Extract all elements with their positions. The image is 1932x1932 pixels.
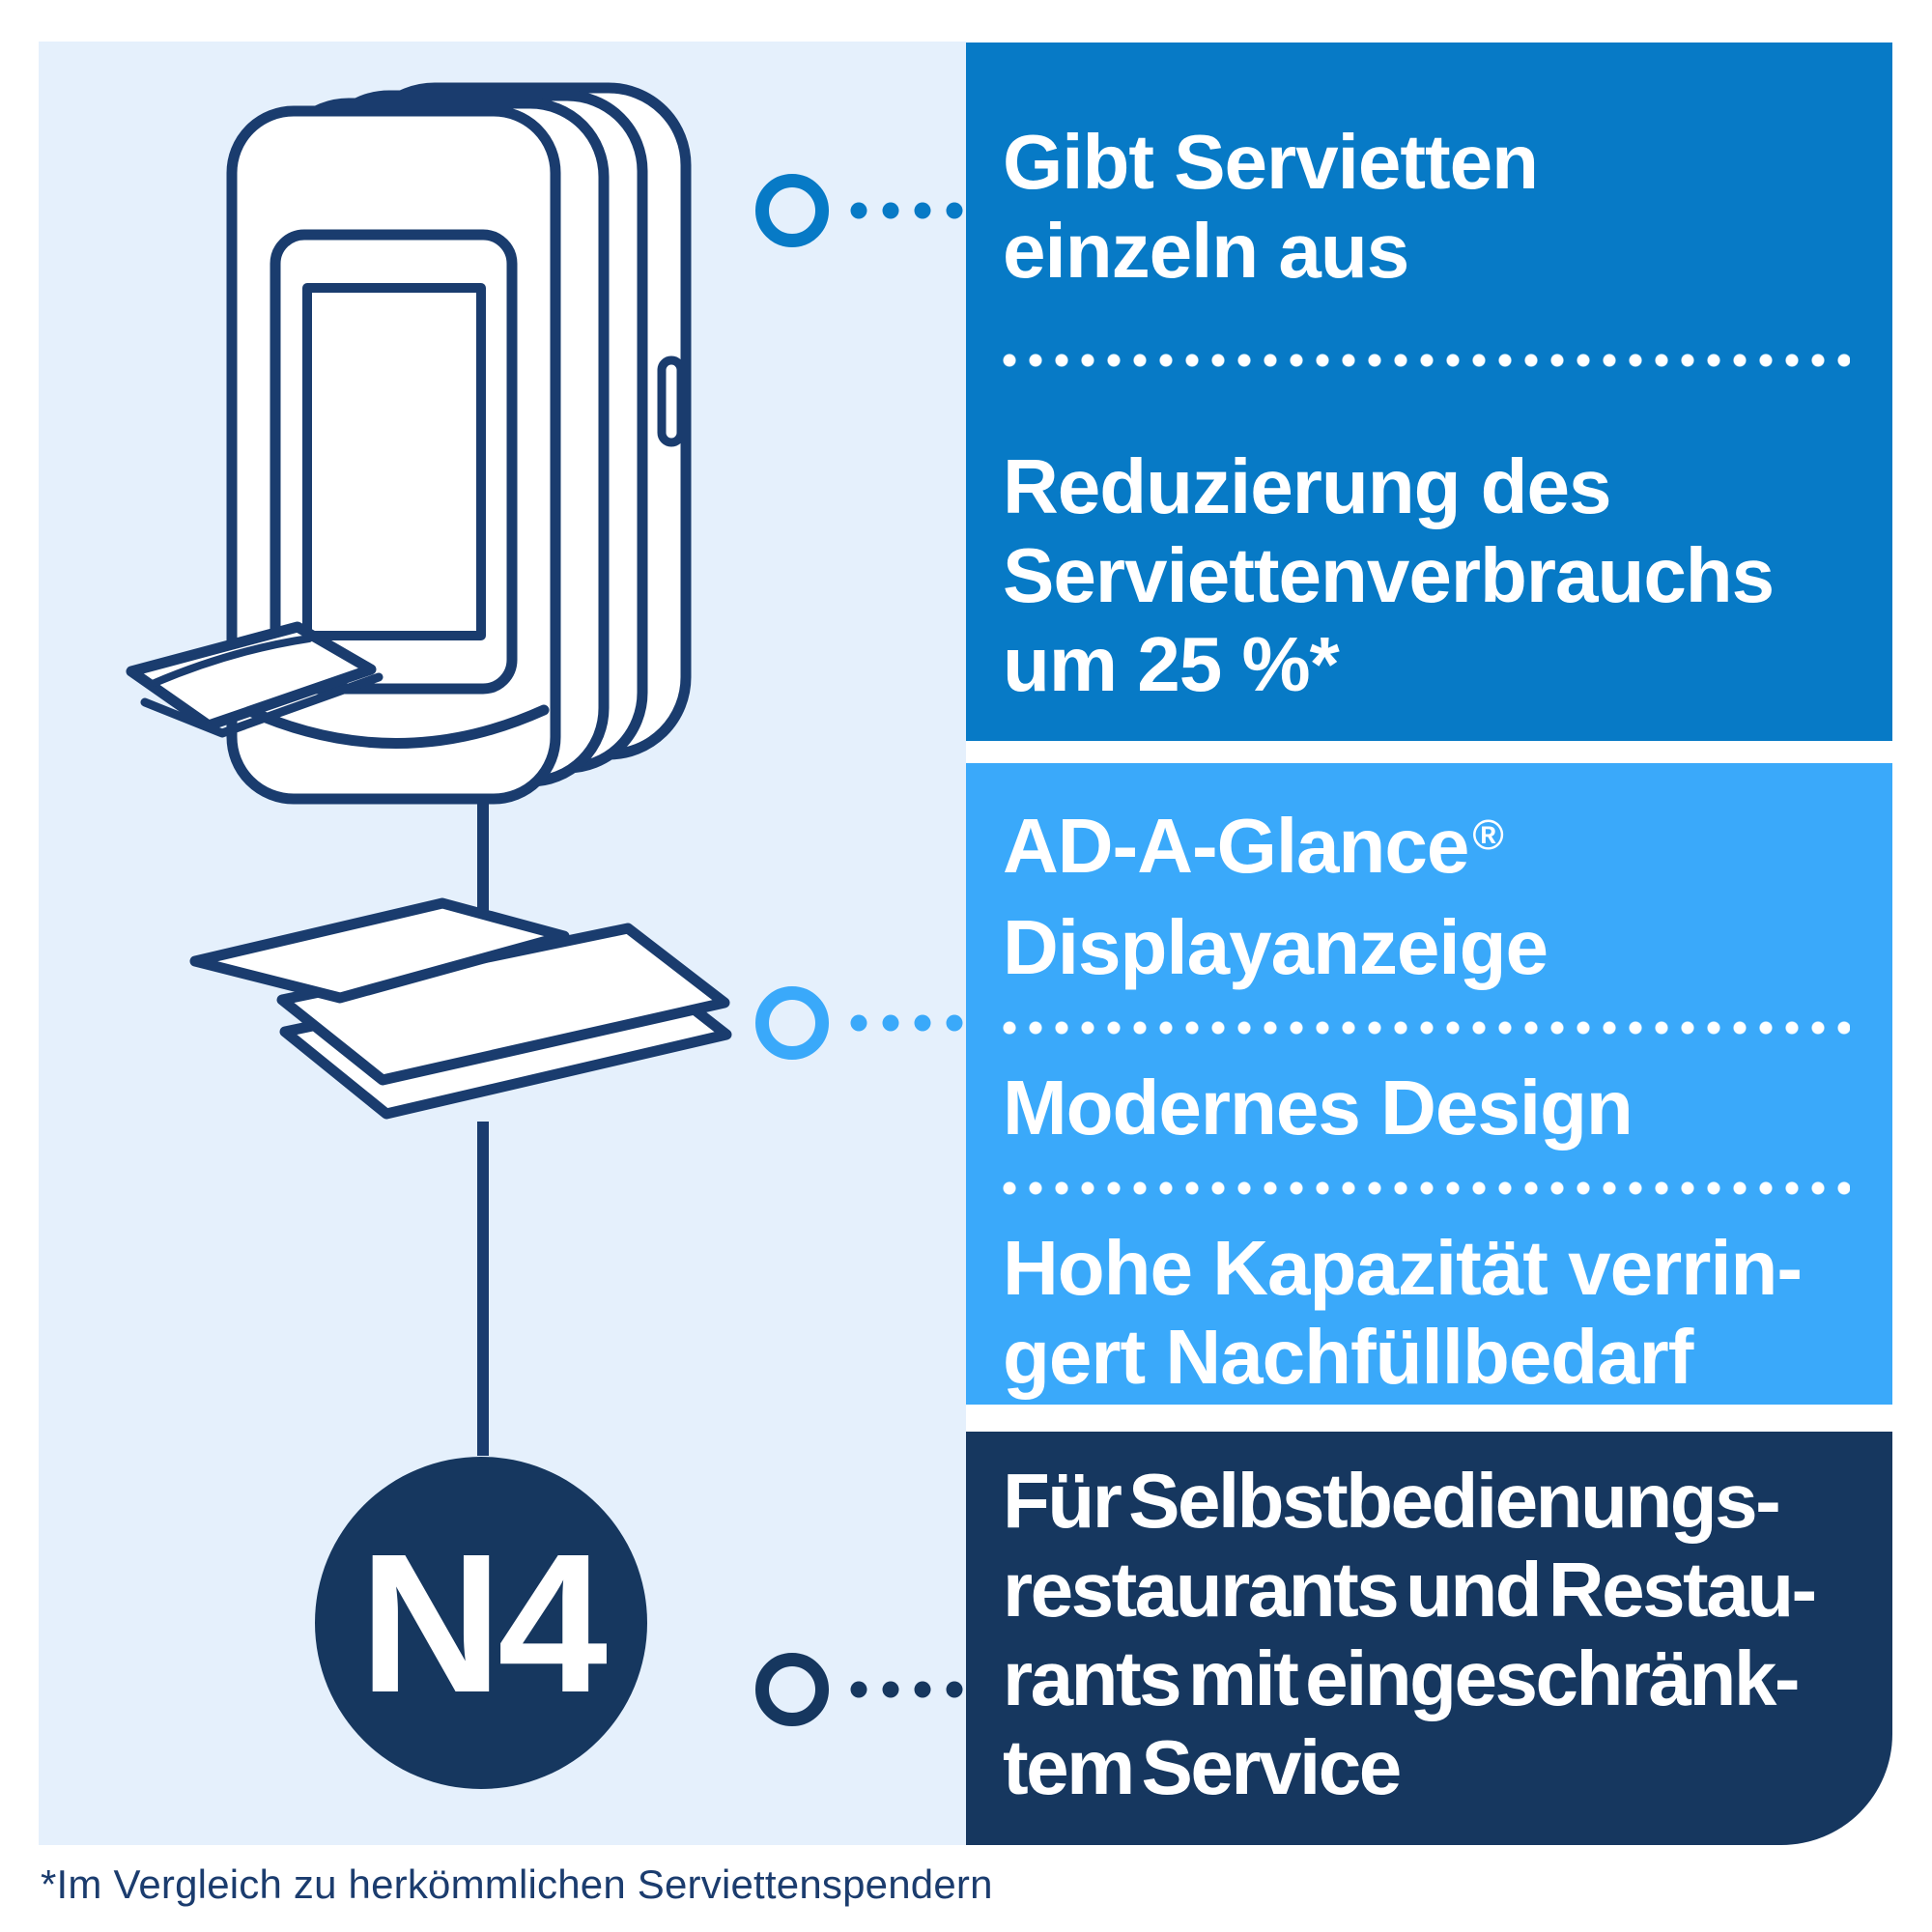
illustration-panel <box>39 42 966 1845</box>
callout-line: Für Selbstbedienungs- <box>1003 1458 1779 1544</box>
dotted-separator <box>1003 354 1850 367</box>
connector-ring-icon <box>762 181 822 241</box>
n4-badge <box>315 1457 647 1789</box>
connector-dot <box>915 1682 931 1698</box>
dotted-separator <box>1003 1021 1850 1035</box>
connector-dot <box>915 203 931 219</box>
connector-dot <box>883 203 899 219</box>
dispenser-illustration <box>131 88 686 799</box>
callout-design-benefits <box>966 763 1892 1405</box>
connector-dot <box>915 1015 931 1032</box>
callout-line: Reduzierung des <box>1003 443 1611 529</box>
callout-line: Serviettenverbrauchs <box>1003 532 1775 618</box>
footnote: *Im Vergleich zu herkömmlichen Serviettenspendern <box>41 1861 993 1907</box>
panel-artwork <box>39 42 966 1845</box>
connector-dot <box>851 203 867 219</box>
callout-line: um 25 %* <box>1003 621 1339 707</box>
connector-dot <box>947 1015 963 1032</box>
n4-badge-label: N4 <box>358 1513 604 1734</box>
connector-dot <box>883 1015 899 1032</box>
callout-connector-2 <box>762 993 963 1053</box>
callout-line: tem Service <box>1003 1724 1400 1810</box>
connector-ring-icon <box>762 1660 822 1719</box>
dotted-separator <box>1003 1181 1850 1195</box>
callout-line: einzeln aus <box>1003 208 1409 294</box>
connector-dot <box>947 1682 963 1698</box>
callout-line: Hohe Kapazität verrin- <box>1003 1225 1803 1311</box>
callout-line: rants mit eingeschränk- <box>1003 1635 1798 1721</box>
connector-dot <box>947 203 963 219</box>
callout-line: gert Nachfüllbedarf <box>1003 1314 1693 1400</box>
registered-mark: ® <box>1472 810 1503 859</box>
callout-connector-1 <box>762 181 963 241</box>
connector-dot <box>883 1682 899 1698</box>
callout-line <box>1003 802 1850 903</box>
callout-line: Displayanzeige <box>1003 904 1548 990</box>
brand-name: AD-A-Glance <box>1003 803 1469 889</box>
connector-dot <box>851 1015 867 1032</box>
callout-line: restaurants und Restau- <box>1003 1547 1815 1633</box>
connector-dot <box>851 1682 867 1698</box>
callout-target-segment <box>966 1432 1892 1845</box>
napkin-stack-illustration <box>195 903 726 1114</box>
callout-dispense-benefits <box>966 43 1892 741</box>
connector-ring-icon <box>762 993 822 1053</box>
callout-line: Gibt Servietten <box>1003 119 1539 205</box>
callout-connector-3 <box>762 1660 963 1719</box>
callout-line: Modernes Design <box>1003 1065 1633 1151</box>
